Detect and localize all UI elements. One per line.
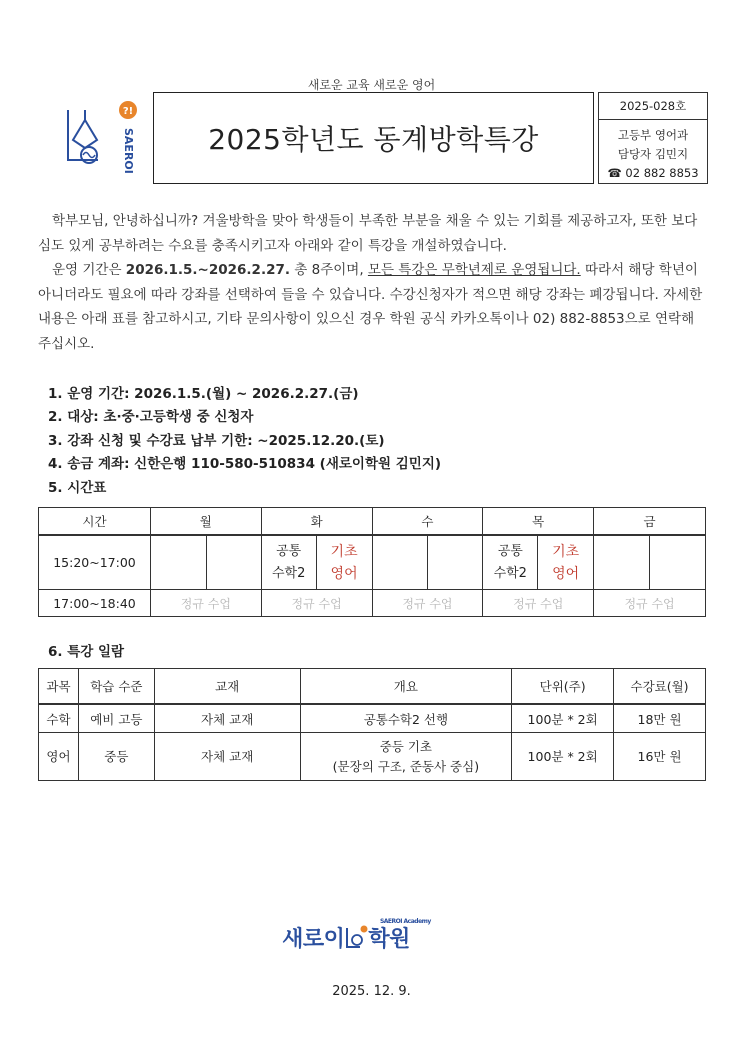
list-item: 4. 송금 계좌: 신한은행 110-580-510834 (새로이학원 김민지) [48, 456, 442, 473]
table-row [39, 733, 706, 781]
list-item: 5. 시간표 [48, 479, 107, 496]
cell: 18만 원 [614, 704, 706, 733]
cell: 공통수학2 선행 [300, 704, 512, 733]
info-box [598, 92, 708, 184]
time-slot-1: 15:20~17:00 [39, 535, 151, 590]
academy-emblem-icon [344, 925, 368, 951]
tue-math: 공통 수학2 [261, 535, 316, 590]
wed-regular: 정규 수업 [372, 590, 483, 617]
timetable [38, 507, 706, 617]
mon-a [150, 535, 206, 590]
cell: 수학 [39, 704, 79, 733]
cell: 중등 [78, 733, 154, 781]
p2-c: 총 8주이며, [290, 262, 368, 278]
manager: 담당자 김민지 [617, 147, 689, 161]
phone: ☎ 02 882 8853 [607, 166, 699, 180]
footer-logo-text-2: 학원 [368, 927, 410, 952]
fri-b [650, 535, 706, 590]
mon-b [206, 535, 261, 590]
col-textbook: 교재 [154, 669, 300, 705]
col-subject: 과목 [39, 669, 79, 705]
col-unit: 단위(주) [512, 669, 614, 705]
fri-regular: 정규 수업 [594, 590, 706, 617]
thu-english: 기초 영어 [538, 535, 594, 590]
department: 고등부 영어과 [617, 128, 689, 142]
header-fri: 금 [594, 508, 706, 536]
header-wed: 수 [372, 508, 483, 536]
thu-regular: 정규 수업 [483, 590, 594, 617]
issue-date: 2025. 12. 9. [332, 984, 411, 999]
time-slot-2: 17:00~18:40 [39, 590, 151, 617]
header-time: 시간 [39, 508, 151, 536]
tue-regular: 정규 수업 [261, 590, 372, 617]
doc-number: 2025-028호 [599, 93, 707, 120]
intro-paragraph-1: 학부모님, 안녕하십니까? 겨울방학을 맞아 학생들이 부족한 부분을 채울 수 있는 기회를 제공하고자, 또한 보다 심도 있게 공부하려는 수요를 충족시키고자 아래와 같이 특강을 개설하였습니다. [38, 213, 698, 254]
list-item: 1. 운영 기간: 2026.1.5.(월) ~ 2026.2.27.(금) [48, 386, 359, 402]
info-list [48, 383, 441, 500]
col-summary: 개요 [300, 669, 512, 705]
cell: 100분 * 2회 [512, 733, 614, 781]
footer-logo-sub: SAEROI Academy [379, 918, 431, 925]
cell: 예비 고등 [78, 704, 154, 733]
wed-a [372, 535, 428, 590]
page-title: 2025학년도 동계방학특강 [208, 123, 539, 156]
period: 2026.1.5.~2026.2.27. [125, 262, 290, 278]
table-row [39, 704, 706, 733]
col-level: 학습 수준 [78, 669, 154, 705]
cell: 자체 교재 [154, 733, 300, 781]
saeroi-logo [63, 100, 143, 180]
header-tue: 화 [261, 508, 372, 536]
wed-b [428, 535, 483, 590]
fri-a [594, 535, 650, 590]
p2-e: 따라서 해당 학년이 아니더라도 필요에 따라 강좌를 선택하여 들을 수 있습니다. 수강신청자가 적으면 해당 강좌는 폐강됩니다. 자세한 내용은 아래 표를 참고하시고, 기타 문의사항이 있으신 경우 학원 공식 카카오톡이나 02) 882-8853으로 연락해 주십시오. [38, 262, 703, 352]
cell: 자체 교재 [154, 704, 300, 733]
footer-logo-text: 새로이 [282, 927, 345, 952]
logo-text: SAEROI [122, 128, 135, 174]
p2-a: 운영 기간은 [52, 262, 126, 278]
header-mon: 월 [150, 508, 261, 536]
title-box [153, 92, 594, 184]
cell: 16만 원 [614, 733, 706, 781]
intro-paragraph-2 [38, 258, 708, 356]
tue-english: 기초 영어 [316, 535, 372, 590]
intro [38, 209, 708, 356]
mon-regular: 정규 수업 [150, 590, 261, 617]
cell: 100분 * 2회 [512, 704, 614, 733]
cell: 영어 [39, 733, 79, 781]
header-thu: 목 [483, 508, 594, 536]
section-6-title: 6. 특강 일람 [48, 644, 125, 660]
col-fee: 수강료(월) [614, 669, 706, 705]
logo-icon [63, 100, 143, 180]
thu-math: 공통 수학2 [483, 535, 538, 590]
list-item: 3. 강좌 신청 및 수강료 납부 기한: ~2025.12.20.(토) [48, 432, 385, 449]
lecture-table [38, 668, 706, 781]
list-item: 2. 대상: 초·중·고등학생 중 신청자 [48, 409, 254, 426]
footer-logo [0, 918, 743, 953]
no-grade-notice: 모든 특강은 무학년제로 운영됩니다. [367, 262, 581, 278]
tagline: 새로운 교육 새로운 영어 [307, 78, 436, 92]
cell: 중등 기초 (문장의 구조, 준동사 중심) [300, 733, 512, 781]
logo-badge: ?! [122, 106, 134, 117]
